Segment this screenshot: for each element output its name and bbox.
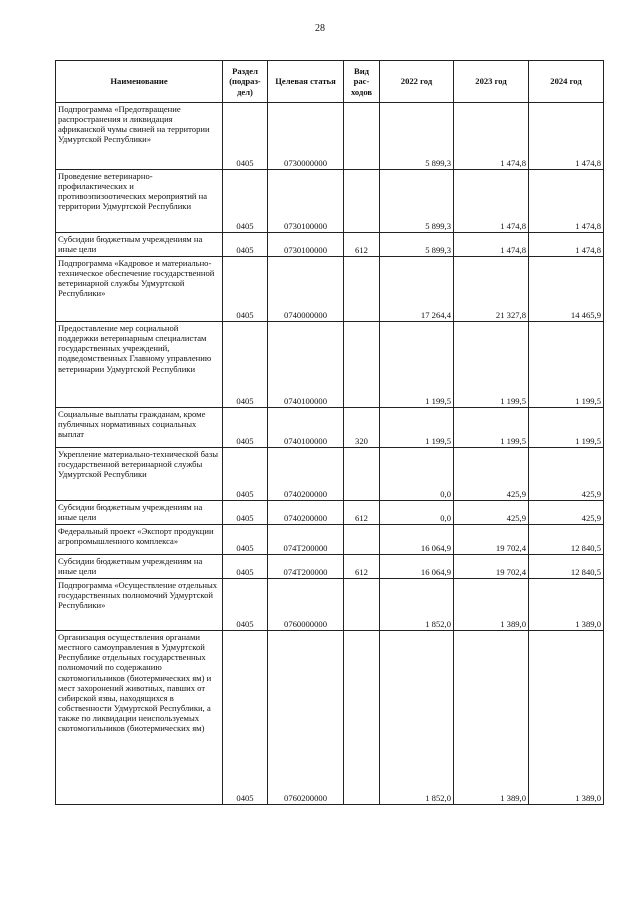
cell-2024: 14 465,9 <box>529 257 604 322</box>
cell-name: Организация осуществления органами местного самоуправления в Удмуртской Республике отдельных государственных полномочий по содержанию скотомогильников (биотермических ям) и мест захоронений животных, павших от сибирской язвы, находящихся в собственности Удмуртской Республики, а также по ликвидации неиспользуемых скотомогильников (биотермических ям) <box>56 631 223 805</box>
cell-section: 0405 <box>223 555 268 579</box>
cell-2023: 1 199,5 <box>454 322 529 408</box>
budget-table <box>55 60 604 805</box>
header-2022: 2022 год <box>380 61 454 103</box>
cell-2024: 1 474,8 <box>529 233 604 257</box>
cell-2023: 19 702,4 <box>454 555 529 579</box>
cell-kind: 612 <box>344 555 380 579</box>
cell-2023: 1 474,8 <box>454 233 529 257</box>
cell-kind: 320 <box>344 408 380 448</box>
cell-section: 0405 <box>223 525 268 555</box>
cell-2022: 16 064,9 <box>380 525 454 555</box>
cell-section: 0405 <box>223 170 268 233</box>
cell-2022: 0,0 <box>380 501 454 525</box>
header-target: Целевая статья <box>268 61 344 103</box>
cell-name: Субсидии бюджетным учреждениям на иные цели <box>56 555 223 579</box>
table-row <box>56 408 604 448</box>
cell-2023: 425,9 <box>454 501 529 525</box>
cell-2024: 1 199,5 <box>529 322 604 408</box>
cell-2024: 1 389,0 <box>529 579 604 631</box>
table-row <box>56 103 604 170</box>
table-row <box>56 555 604 579</box>
cell-section: 0405 <box>223 631 268 805</box>
cell-name: Предоставление мер социальной поддержки ветеринарным специалистам государственных учреждений, подведомственных Главному управлению ветеринарии Удмуртской Республики <box>56 322 223 408</box>
cell-2023: 1 474,8 <box>454 103 529 170</box>
table-row <box>56 631 604 805</box>
cell-2024: 425,9 <box>529 448 604 501</box>
cell-section: 0405 <box>223 233 268 257</box>
cell-2024: 1 474,8 <box>529 103 604 170</box>
cell-section: 0405 <box>223 257 268 322</box>
cell-2023: 1 389,0 <box>454 631 529 805</box>
table-row <box>56 257 604 322</box>
cell-kind <box>344 103 380 170</box>
table-row <box>56 233 604 257</box>
cell-kind <box>344 631 380 805</box>
cell-kind: 612 <box>344 233 380 257</box>
cell-target: 0760000000 <box>268 579 344 631</box>
cell-2022: 1 852,0 <box>380 579 454 631</box>
cell-name: Субсидии бюджетным учреждениям на иные цели <box>56 233 223 257</box>
table-row <box>56 525 604 555</box>
cell-target: 0740100000 <box>268 322 344 408</box>
header-section: Раздел (подраз-дел) <box>223 61 268 103</box>
header-2023: 2023 год <box>454 61 529 103</box>
cell-kind: 612 <box>344 501 380 525</box>
cell-2024: 1 199,5 <box>529 408 604 448</box>
cell-2022: 5 899,3 <box>380 170 454 233</box>
cell-target: 0740200000 <box>268 448 344 501</box>
table-row <box>56 448 604 501</box>
page-number: 28 <box>315 23 325 34</box>
cell-name: Укрепление материально-технической базы государственной ветеринарной службы Удмуртской Республики <box>56 448 223 501</box>
cell-name: Подпрограмма «Кадровое и материально-техническое обеспечение государственной ветеринарной службы Удмуртской Республики» <box>56 257 223 322</box>
cell-section: 0405 <box>223 579 268 631</box>
table-row <box>56 579 604 631</box>
table-row <box>56 322 604 408</box>
cell-2023: 425,9 <box>454 448 529 501</box>
cell-2024: 425,9 <box>529 501 604 525</box>
cell-2022: 0,0 <box>380 448 454 501</box>
header-2024: 2024 год <box>529 61 604 103</box>
cell-2024: 12 840,5 <box>529 525 604 555</box>
cell-2022: 16 064,9 <box>380 555 454 579</box>
cell-target: 0740000000 <box>268 257 344 322</box>
cell-target: 0740200000 <box>268 501 344 525</box>
cell-target: 074T200000 <box>268 525 344 555</box>
cell-name: Проведение ветеринарно-профилактических и противоэпизоотических мероприятий на территории Удмуртской Республики <box>56 170 223 233</box>
cell-name: Федеральный проект «Экспорт продукции агропромышленного комплекса» <box>56 525 223 555</box>
cell-2023: 1 474,8 <box>454 170 529 233</box>
cell-section: 0405 <box>223 322 268 408</box>
cell-2022: 17 264,4 <box>380 257 454 322</box>
cell-name: Субсидии бюджетным учреждениям на иные цели <box>56 501 223 525</box>
cell-2024: 12 840,5 <box>529 555 604 579</box>
table-row <box>56 501 604 525</box>
cell-2023: 1 389,0 <box>454 579 529 631</box>
cell-section: 0405 <box>223 448 268 501</box>
cell-2023: 1 199,5 <box>454 408 529 448</box>
table-header-row <box>56 61 604 103</box>
cell-target: 0730000000 <box>268 103 344 170</box>
header-kind: Вид рас-ходов <box>344 61 380 103</box>
cell-section: 0405 <box>223 408 268 448</box>
cell-target: 0730100000 <box>268 170 344 233</box>
cell-section: 0405 <box>223 501 268 525</box>
cell-name: Социальные выплаты гражданам, кроме публичных нормативных социальных выплат <box>56 408 223 448</box>
cell-target: 074T200000 <box>268 555 344 579</box>
cell-2022: 5 899,3 <box>380 233 454 257</box>
cell-name: Подпрограмма «Осуществление отдельных государственных полномочий Удмуртской Республики» <box>56 579 223 631</box>
cell-name: Подпрограмма «Предотвращение распространения и ликвидация африканской чумы свиней на территории Удмуртской Республики» <box>56 103 223 170</box>
cell-2024: 1 389,0 <box>529 631 604 805</box>
cell-section: 0405 <box>223 103 268 170</box>
cell-2023: 21 327,8 <box>454 257 529 322</box>
cell-2022: 1 199,5 <box>380 322 454 408</box>
header-name: Наименование <box>56 61 223 103</box>
cell-2024: 1 474,8 <box>529 170 604 233</box>
cell-target: 0760200000 <box>268 631 344 805</box>
cell-2022: 1 852,0 <box>380 631 454 805</box>
cell-2022: 1 199,5 <box>380 408 454 448</box>
cell-kind <box>344 170 380 233</box>
table-row <box>56 170 604 233</box>
table-body <box>56 103 604 805</box>
cell-kind <box>344 448 380 501</box>
cell-kind <box>344 525 380 555</box>
cell-target: 0730100000 <box>268 233 344 257</box>
cell-2023: 19 702,4 <box>454 525 529 555</box>
cell-target: 0740100000 <box>268 408 344 448</box>
cell-kind <box>344 257 380 322</box>
cell-2022: 5 899,3 <box>380 103 454 170</box>
cell-kind <box>344 322 380 408</box>
cell-kind <box>344 579 380 631</box>
